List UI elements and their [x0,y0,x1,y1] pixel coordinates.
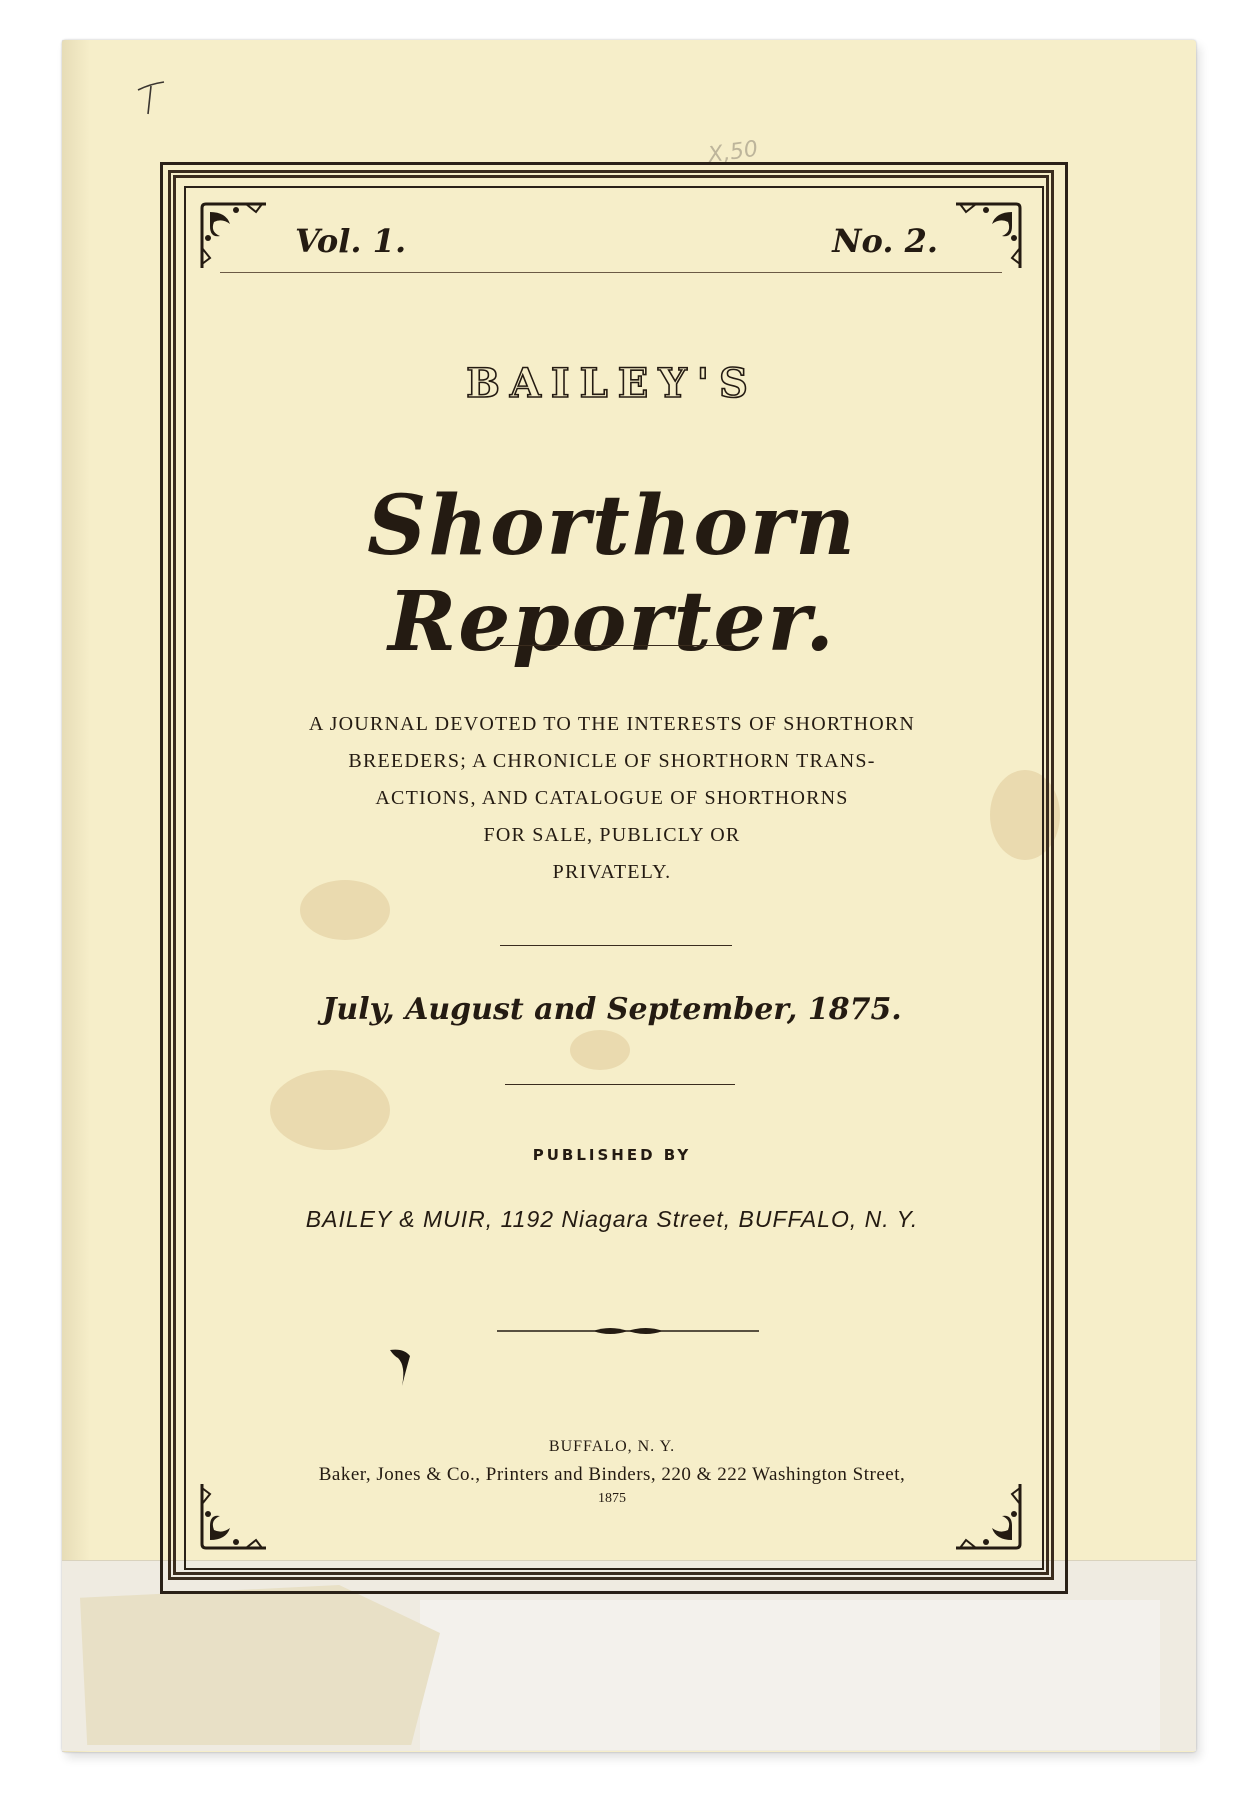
torn-flap [80,1585,440,1745]
printer-imprint: Baker, Jones & Co., Printers and Binders, 220 & 222 Washington Street, [318,1464,906,1485]
ornamental-divider-icon [497,1324,759,1338]
pencil-mark [136,78,166,118]
issue-date: July, August and September, 1875. [322,992,902,1027]
corner-ornament-top-left-icon [196,198,272,274]
publisher-name-heading: BAILEY'S [466,360,758,407]
corner-ornament-bottom-left-icon [196,1478,272,1554]
journal-title: Shorthorn Reporter. [367,478,857,670]
subtitle-line: PRIVATELY. [552,861,672,883]
issue-number-label: No. 2. [832,222,938,260]
ink-spot [388,1346,416,1390]
subtitle-block [190,706,1034,891]
subtitle-line: ACTIONS, AND CATALOGUE OF SHORTHORNS [375,787,849,809]
printer-year: 1875 [598,1491,626,1506]
corner-ornament-bottom-right-icon [950,1478,1026,1554]
divider-rule [500,945,732,946]
corner-ornament-top-right-icon [950,198,1026,274]
printer-city: BUFFALO, N. Y. [548,1438,676,1455]
pencil-note: X,50 [706,136,760,169]
divider-rule [505,1084,735,1085]
subtitle-line: FOR SALE, PUBLICLY OR [483,824,741,846]
divider-rule [500,645,732,646]
published-by-label: PUBLISHED BY [532,1146,692,1164]
header-rule [220,272,1002,273]
publisher-address: BAILEY & MUIR, 1192 Niagara Street, BUFFALO, N. Y. [305,1206,919,1232]
subtitle-line: A JOURNAL DEVOTED TO THE INTERESTS OF SHORTHORN [308,713,916,735]
spine-shadow [62,40,90,1752]
volume-label: Vol. 1. [295,222,407,260]
backing-strip [420,1600,1160,1750]
subtitle-line: BREEDERS; A CHRONICLE OF SHORTHORN TRANS- [348,750,876,772]
